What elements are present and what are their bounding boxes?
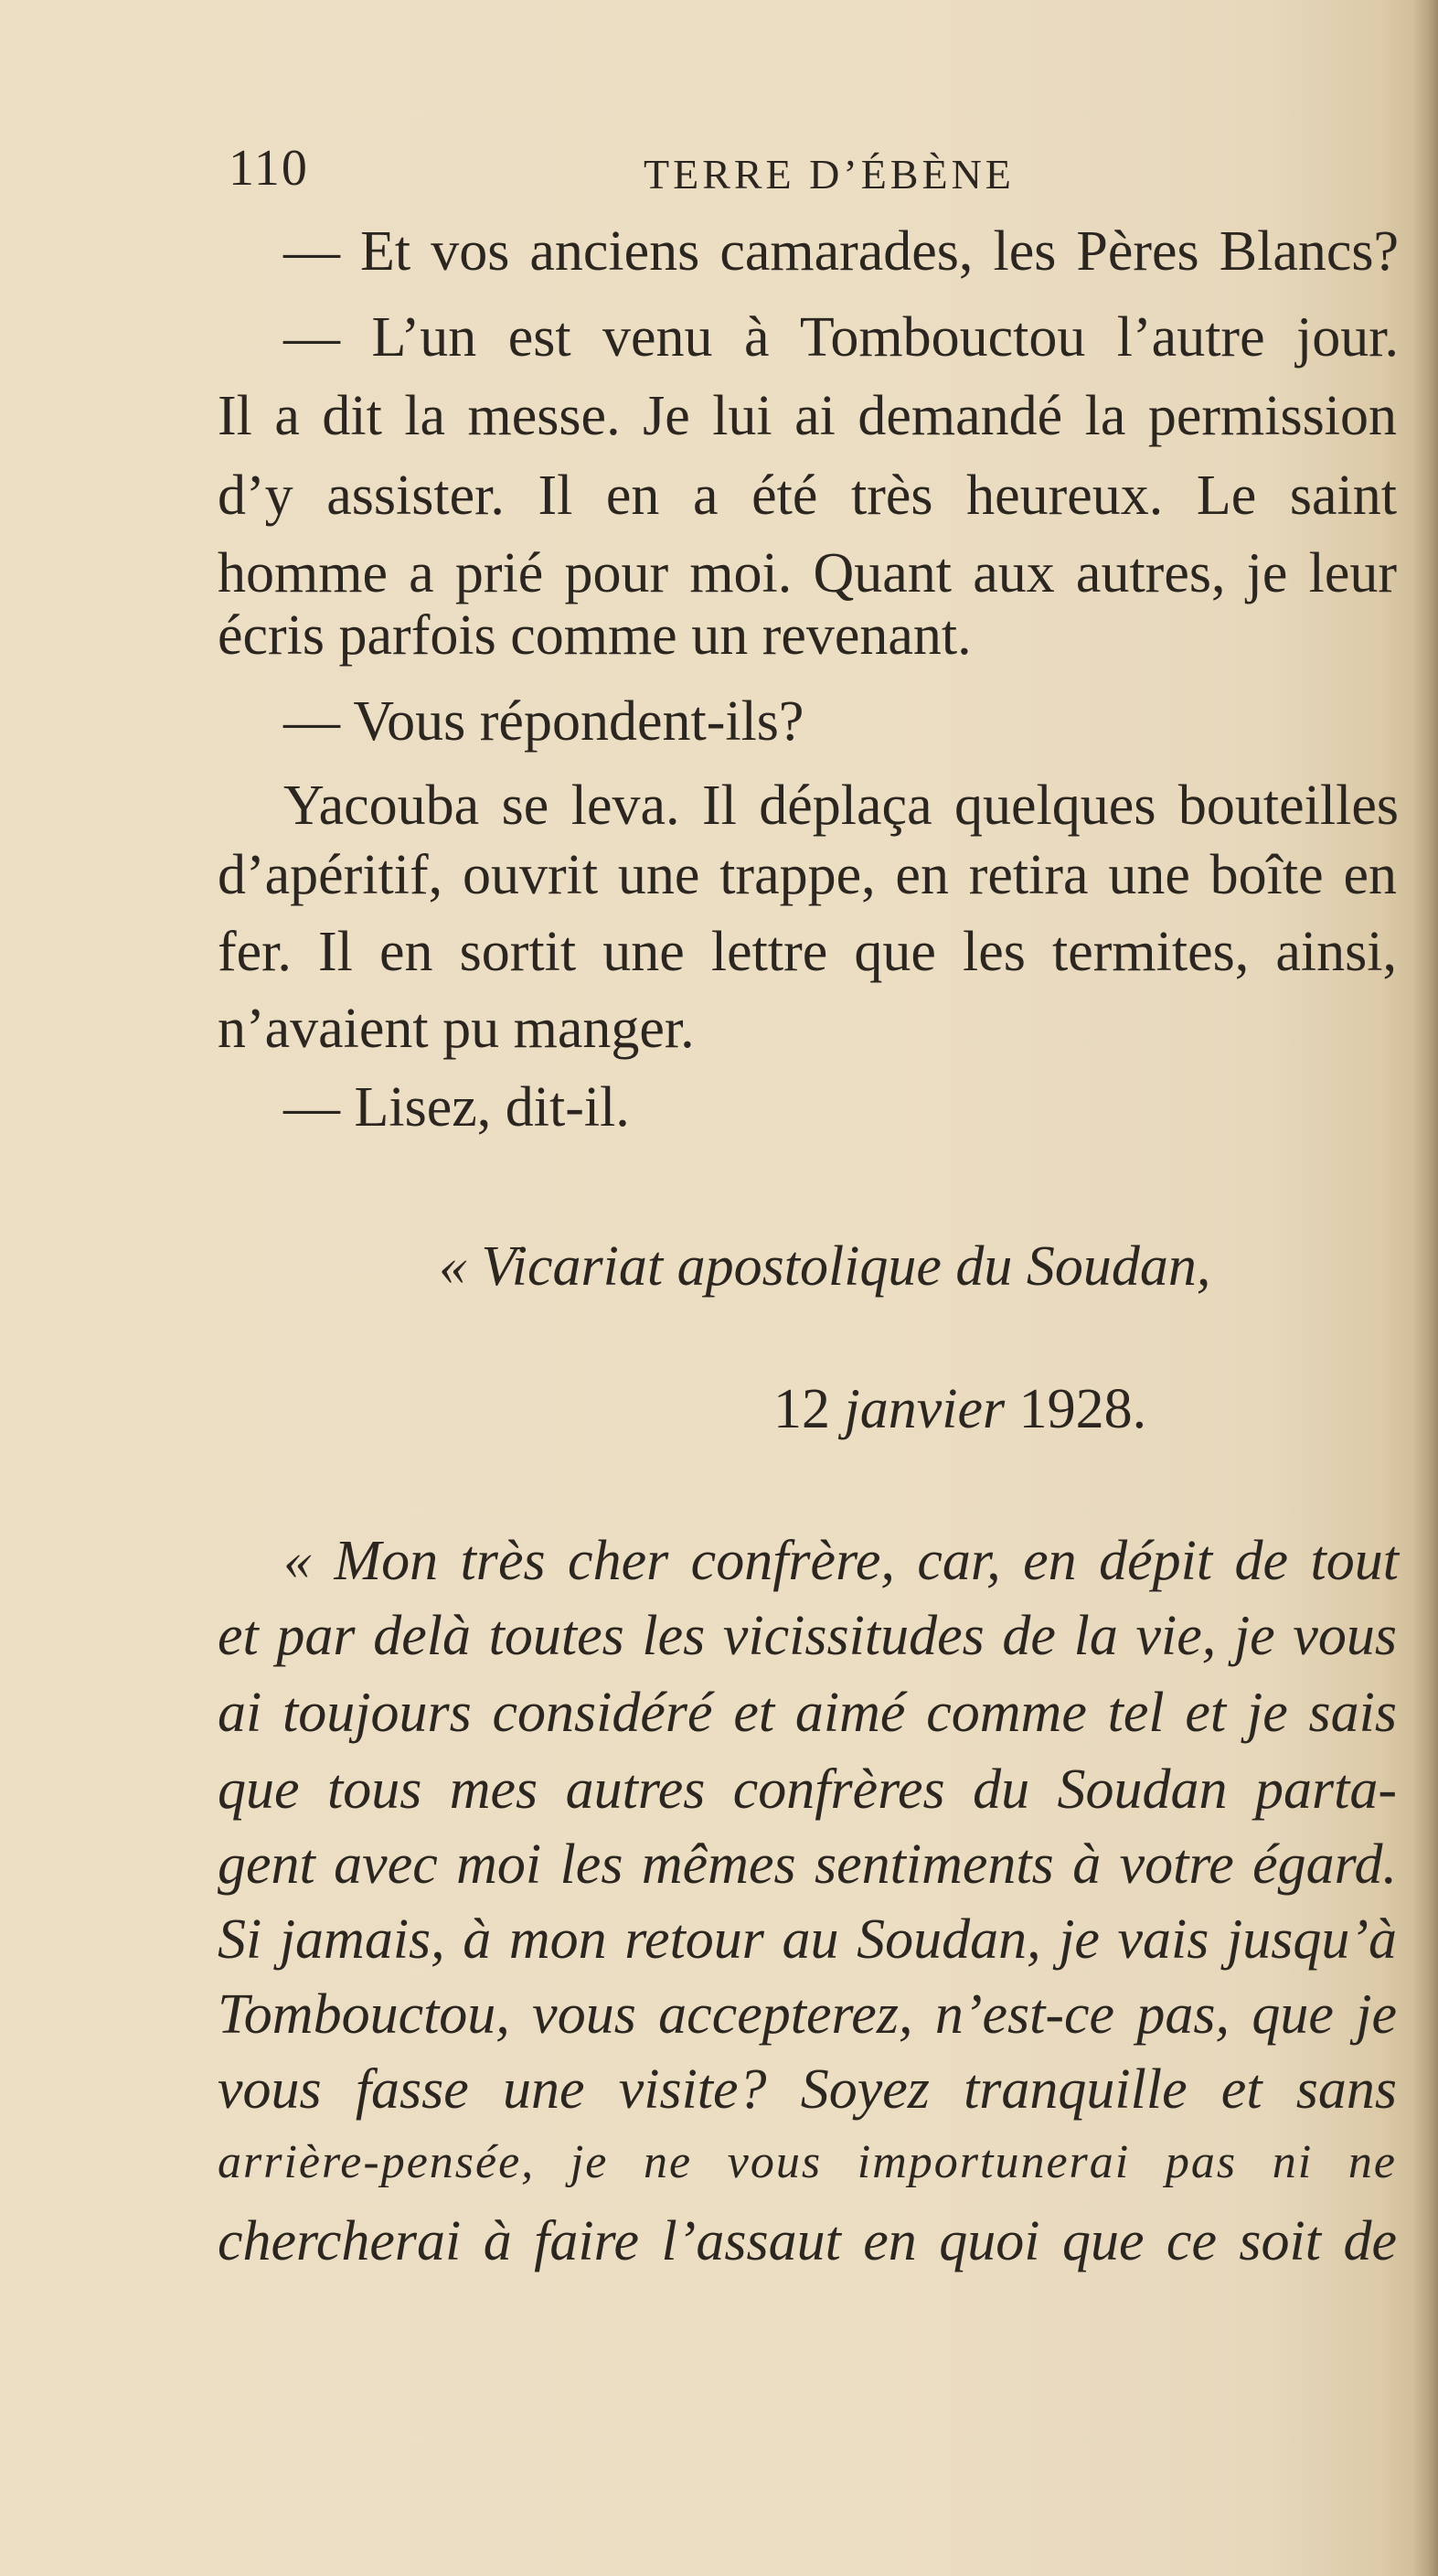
letter-line: gent avec moi les mêmes sentiments à votre égard.: [218, 1833, 1397, 1896]
letter-line: que tous mes autres confrères du Soudan parta-: [218, 1758, 1397, 1821]
text-line: — L’un est venu à Tombouctou l’autre jour.: [283, 306, 1399, 369]
letter-line: ai toujours considéré et aimé comme tel et je sais: [218, 1682, 1397, 1744]
text-line: homme a prié pour moi. Quant aux autres, je leur: [218, 542, 1397, 604]
text-line: — Lisez, dit-il.: [283, 1076, 630, 1138]
letter-line: Si jamais, à mon retour au Soudan, je vais jusqu’à: [218, 1908, 1397, 1971]
text-line: écris parfois comme un revenant.: [218, 604, 972, 667]
text-line: Il a dit la messe. Je lui ai demandé la permission: [218, 385, 1397, 447]
letter-heading: « Vicariat apostolique du Soudan,: [439, 1235, 1211, 1298]
text-line: — Vous répondent-ils?: [283, 690, 804, 753]
page-number: 110: [229, 140, 309, 197]
letter-date: [773, 1374, 1146, 1445]
letter-line: Tombouctou, vous accepterez, n’est-ce pas, que je: [218, 1983, 1397, 2046]
letter-line: chercherai à faire l’assaut en quoi que ce soit de: [218, 2210, 1397, 2272]
text-line: Yacouba se leva. Il déplaça quelques bouteilles: [283, 775, 1399, 837]
letter-line: vous fasse une visite? Soyez tranquille et sans: [218, 2058, 1397, 2121]
text-line: d’y assister. Il en a été très heureux. Le saint: [218, 465, 1397, 527]
letter-line: et par delà toutes les vicissitudes de la vie, je vous: [218, 1605, 1397, 1667]
text-line: — Et vos anciens camarades, les Pères Blancs?: [283, 220, 1399, 283]
letter-line: arrière-pensée, je ne vous importunerai pas ni ne: [218, 2136, 1397, 2188]
text-line: fer. Il en sortit une lettre que les termites, ainsi,: [218, 921, 1397, 983]
letter-date-year: 1928.: [1018, 1378, 1147, 1440]
running-title: TERRE D’ÉBÈNE: [644, 151, 1015, 198]
text-line: n’avaient pu manger.: [218, 998, 695, 1060]
letter-line: « Mon très cher confrère, car, en dépit de tout: [283, 1530, 1399, 1592]
letter-date-month: janvier: [844, 1378, 1006, 1440]
page-edge-shadow: [1412, 0, 1438, 2576]
text-line: d’apéritif, ouvrit une trappe, en retira une boîte en: [218, 844, 1397, 906]
letter-date-day: 12: [773, 1378, 830, 1440]
